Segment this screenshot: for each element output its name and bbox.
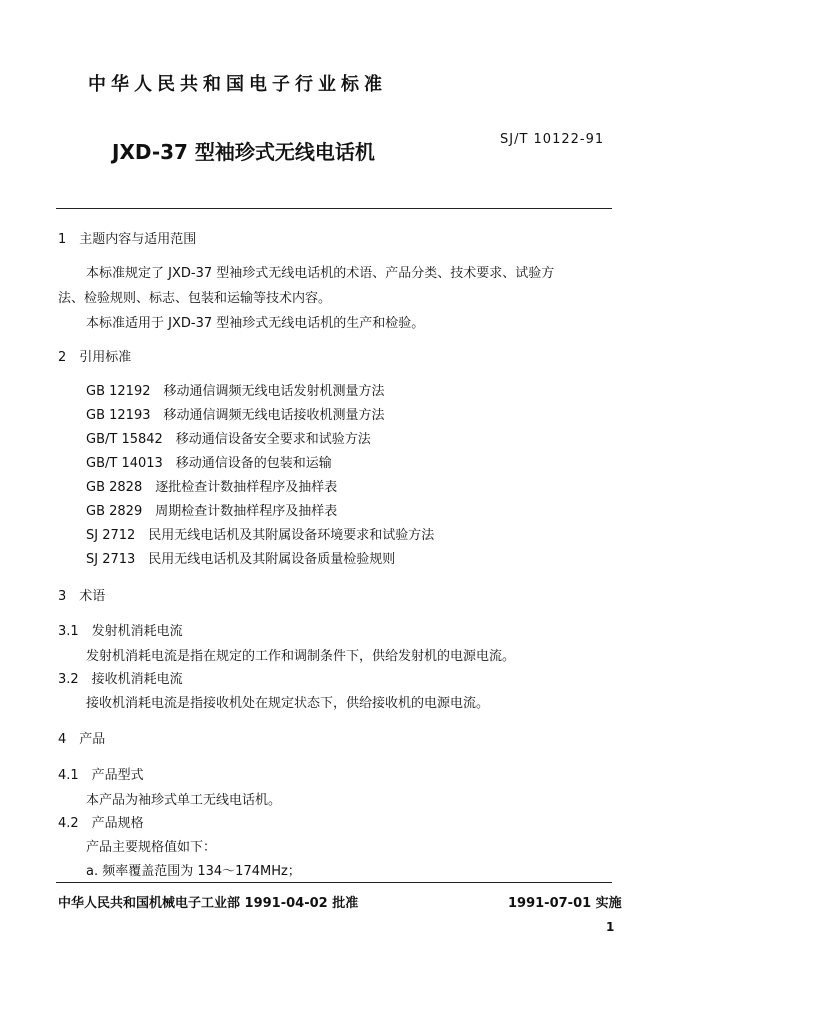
effective-date: 1991-07-01 实施 [508,896,622,911]
section-1-paragraph-2: 本标准适用于 JXD-37 型袖珍式无线电话机的生产和检验。 [86,316,425,331]
reference-item: GB/T 15842 移动通信设备安全要求和试验方法 [86,432,371,447]
subsection-4-1-heading: 4.1 产品型式 [58,768,144,783]
term-3-1-text: 发射机消耗电流是指在规定的工作和调制条件下，供给发射机的电源电流。 [86,649,516,664]
page-number: 1 [606,920,615,934]
term-3-1-heading: 3.1 发射机消耗电流 [58,624,183,639]
section-3-heading: 3 术语 [58,589,106,604]
subsection-4-2-item-a: a. 频率覆盖范围为 134～174MHz； [86,864,301,879]
reference-item: GB 12192 移动通信调频无线电话发射机测量方法 [86,384,385,399]
subsection-4-1-text: 本产品为袖珍式单工无线电话机。 [86,793,282,808]
section-2-heading: 2 引用标准 [58,350,132,365]
standard-code: SJ/T 10122-91 [500,132,605,147]
subsection-4-2-heading: 4.2 产品规格 [58,816,144,831]
term-3-2-text: 接收机消耗电流是指接收机处在规定状态下，供给接收机的电源电流。 [86,696,490,711]
section-1-paragraph-1b: 法、检验规则、标志、包装和运输等技术内容。 [58,291,332,306]
section-4-heading: 4 产品 [58,732,106,747]
section-1-paragraph-1a: 本标准规定了 JXD-37 型袖珍式无线电话机的术语、产品分类、技术要求、试验方 [86,266,555,281]
subsection-4-2-text: 产品主要规格值如下： [86,840,217,855]
reference-item: GB 2828 逐批检查计数抽样程序及抽样表 [86,480,338,495]
top-divider [56,208,612,209]
reference-item: GB 2829 周期检查计数抽样程序及抽样表 [86,504,338,519]
term-3-2-heading: 3.2 接收机消耗电流 [58,672,183,687]
document-title: JXD-37 型袖珍式无线电话机 [112,140,375,164]
standard-org-heading: 中华人民共和国电子行业标准 [88,74,387,95]
reference-item: SJ 2713 民用无线电话机及其附属设备质量检验规则 [86,552,396,567]
bottom-divider [56,882,612,883]
reference-item: SJ 2712 民用无线电话机及其附属设备环境要求和试验方法 [86,528,435,543]
approval-statement: 中华人民共和国机械电子工业部 1991-04-02 批准 [58,896,359,911]
reference-item: GB 12193 移动通信调频无线电话接收机测量方法 [86,408,385,423]
reference-item: GB/T 14013 移动通信设备的包装和运输 [86,456,332,471]
section-1-heading: 1 主题内容与适用范围 [58,232,197,247]
